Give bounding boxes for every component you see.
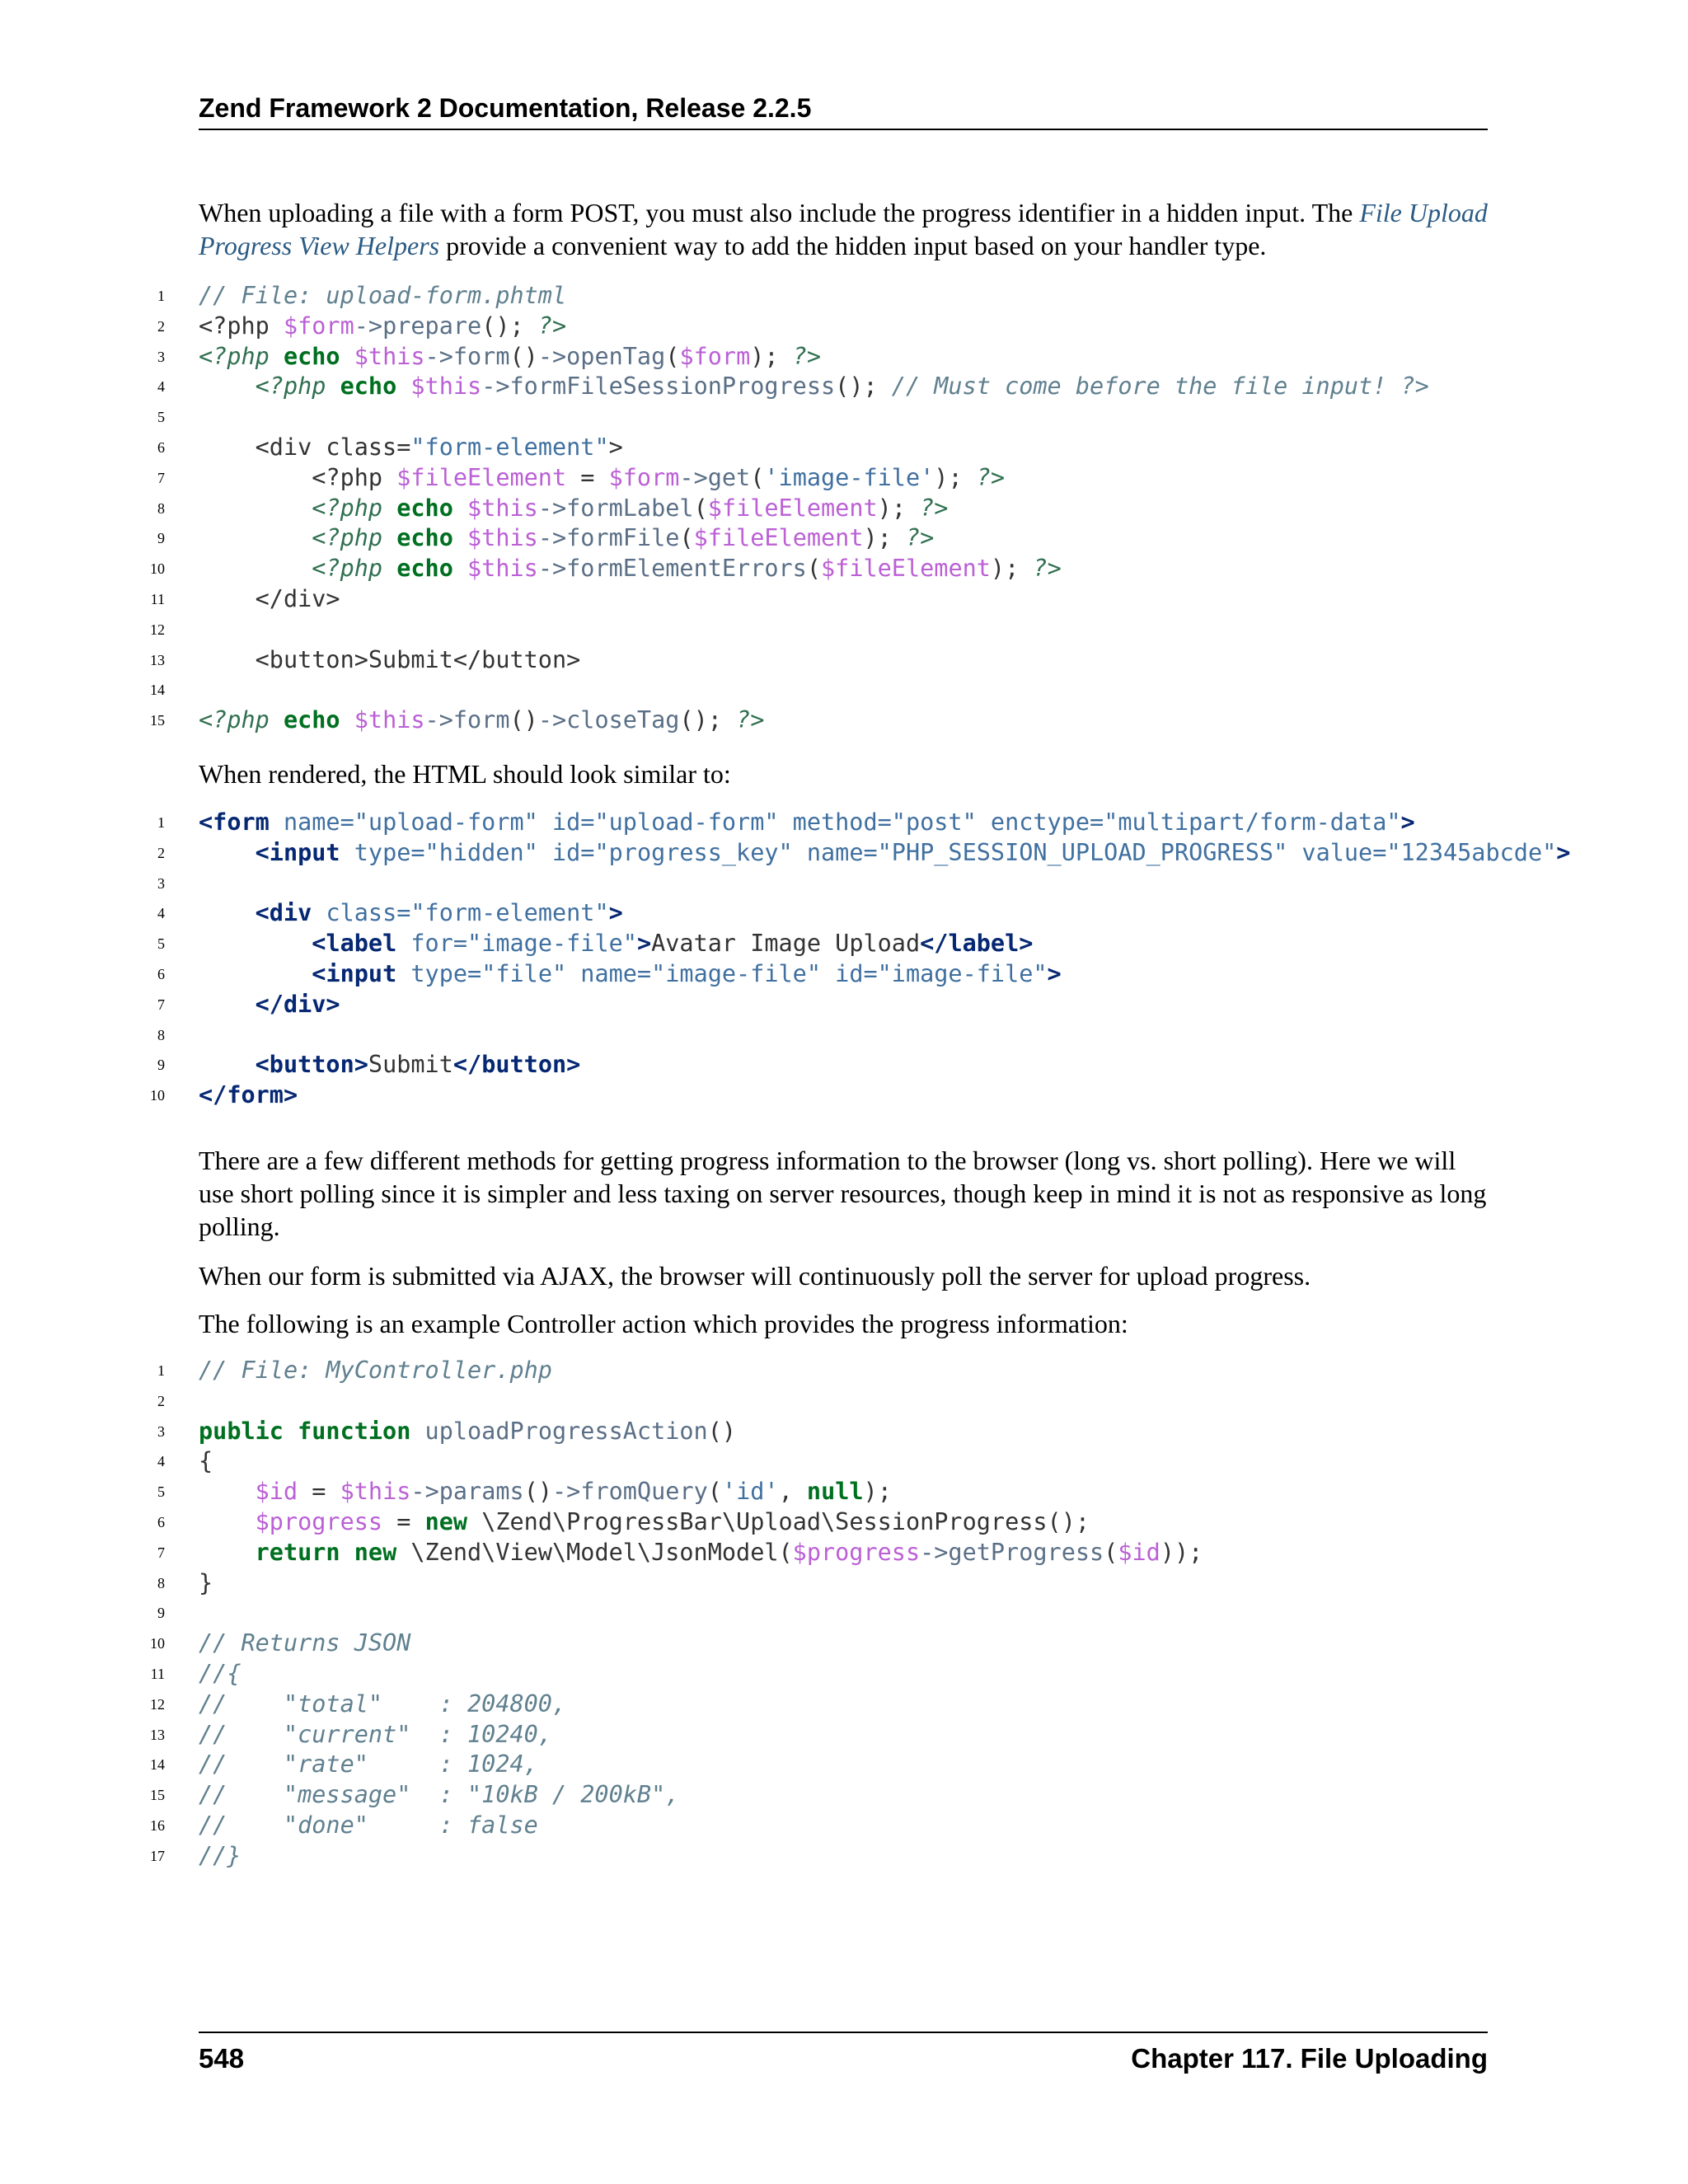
code-line [148,1446,1681,1477]
code-line [148,1568,1681,1599]
code-token: ->formElementErrors [537,555,807,583]
code-token: <label [312,930,397,958]
code-token: ?> [736,706,765,734]
code-token: <?php [199,312,284,340]
code-token: $this [467,494,538,522]
code-token: ); [863,1478,892,1506]
code-token: "file" [481,959,567,987]
code-token: ->formFileSessionProgress [481,373,836,401]
code-token: type= [396,959,482,987]
line-number: 7 [157,469,165,486]
code-token: // "message" : "10kB / 200kB", [199,1781,680,1809]
code-token: ( [707,1478,722,1506]
line-number: 11 [150,590,165,607]
code-line [148,1386,1681,1417]
code-token: ->closeTag [537,706,680,734]
code-token: $progress [792,1538,921,1566]
code-token: ( [679,524,694,552]
code-token: id= [821,959,878,987]
code-token [199,1539,256,1566]
code-line [148,281,1681,312]
code-line [148,1720,1681,1750]
code-token: <button>Submit</button> [199,645,581,673]
code-token: <?php [312,494,397,522]
code-line [148,312,1681,342]
code-block-rendered-html [148,808,1681,1111]
code-token: </form> [199,1081,298,1109]
code-token [199,524,312,551]
code-token: </label> [920,930,1034,958]
code-token: <div [255,899,312,927]
code-token: = [382,1507,425,1535]
code-token: () [509,706,538,734]
line-number: 5 [157,1483,165,1501]
running-footer [199,2032,1488,2076]
code-token: > [1400,808,1415,836]
code-token: ->prepare [354,312,482,340]
code-token: "image-file" [651,959,821,987]
code-token: 'image-file' [764,463,935,491]
code-line [148,1780,1681,1811]
line-number: 6 [157,965,165,982]
code-token: ->get [679,463,751,491]
code-line [148,372,1681,402]
code-token: "upload-form" [354,808,538,836]
line-number: 9 [157,1605,165,1622]
code-token: <form [199,808,270,836]
code-token: "form-element" [410,433,609,461]
code-token: public function [199,1417,425,1445]
code-token: ?> [792,342,822,370]
line-number: 7 [157,1544,165,1561]
code-token: ?> [976,463,1006,491]
code-token: ->openTag [537,342,666,370]
code-token: </div> [199,584,340,612]
code-block-controller-action [148,1356,1681,1872]
line-number: 3 [157,1422,165,1440]
code-token: "12345abcde" [1386,838,1557,866]
code-token: return new [255,1538,411,1566]
line-number: 17 [150,1847,165,1864]
code-token: $fileElement [693,524,864,552]
code-token: <?php [199,342,284,370]
code-token: // "rate" : 1024, [199,1750,538,1779]
code-token: $fileElement [396,463,567,491]
code-token [199,555,312,582]
code-token: ( [665,342,680,370]
line-number: 2 [157,317,165,335]
code-token: $this [354,342,425,370]
code-token: "post" [891,808,977,836]
code-token: "PHP_SESSION_UPLOAD_PROGRESS" [877,838,1288,866]
code-token: </div> [255,990,340,1018]
code-token: for= [396,930,468,958]
intro-paragraph [199,196,1488,262]
code-token: = [298,1478,340,1506]
code-token: ?> [920,494,949,522]
line-number: 8 [157,499,165,517]
code-line [148,1750,1681,1780]
code-token: "multipart/form-data" [1104,808,1401,836]
code-line [148,402,1681,433]
code-token: <?php [199,463,397,491]
code-token: "progress_key" [594,838,793,866]
code-token [199,373,256,400]
code-token: \Zend\View\Model\JsonModel( [410,1538,793,1566]
line-number: 13 [150,651,165,668]
code-token: name= [566,959,652,987]
code-token: id= [537,808,595,836]
code-line [148,929,1681,959]
code-line [148,1356,1681,1386]
code-token: <input [255,838,340,866]
code-token: $form [679,342,751,370]
code-token: ->getProgress [920,1538,1104,1566]
code-token: (); [679,706,737,734]
code-token: ?> [905,524,935,552]
code-token: <div class= [199,433,411,461]
code-token: ); [750,342,793,370]
line-number: 1 [157,814,165,831]
code-token: "form-element" [410,899,609,927]
code-line [148,584,1681,615]
code-token: $this [410,373,482,401]
code-line [148,433,1681,463]
code-line [148,615,1681,645]
code-token: ( [1104,1538,1118,1566]
code-line [148,1629,1681,1659]
code-line [148,675,1681,705]
line-number: 14 [150,1756,165,1774]
code-line [148,1080,1681,1111]
code-token: //{ [199,1659,241,1687]
line-number: 2 [157,844,165,861]
code-line [148,523,1681,554]
code-line [148,838,1681,869]
code-token: (); [835,373,892,401]
file-upload-progress-view-helpers-link[interactable]: File Upload Progress View Helpers [199,198,1488,260]
code-token: > [1556,838,1571,866]
code-token: ->formLabel [537,494,694,522]
code-token: value= [1287,838,1387,866]
code-line [148,705,1681,736]
intro-text-continued: provide a convenient way to add the hidden input based on your handler type. [439,231,1267,260]
line-number: 1 [157,288,165,304]
line-number: 6 [157,1513,165,1530]
line-number: 15 [150,1787,165,1804]
code-line [148,463,1681,494]
code-block-upload-form [148,281,1681,736]
code-token: echo [283,706,354,734]
code-token: method= [778,808,892,836]
code-token: // File: upload-form.phtml [199,282,567,309]
code-token [199,1051,256,1078]
code-token: ); [877,494,921,522]
code-line [148,898,1681,929]
line-number: 9 [157,530,165,547]
code-token: echo [396,494,468,522]
code-line [148,554,1681,584]
code-token: // Returns JSON [199,1629,411,1657]
code-token: > [608,899,623,927]
code-token: <button> [255,1051,368,1079]
code-token: \Zend\ProgressBar\Upload\SessionProgress(); [481,1507,1090,1535]
code-token: new [424,1507,482,1535]
code-token: uploadProgressAction [424,1417,708,1445]
code-token: id= [537,838,595,866]
code-token: $this [354,706,425,734]
code-line [148,869,1681,899]
code-token: $id [255,1478,298,1506]
line-number: 15 [150,712,165,729]
code-token: name= [269,808,354,836]
line-number: 10 [150,560,165,578]
line-number: 12 [150,1695,165,1713]
polling-paragraph: There are a few different methods for getting progress information to the browser (long vs. short polling). Here we will use short polling since it is simpler and less taxing on server resources, though keep in mind it is not as responsive as long polling. [199,1146,1487,1241]
line-number: 4 [157,905,165,922]
line-number: 8 [157,1574,165,1591]
code-token: ?> [1033,555,1062,583]
code-line [148,1020,1681,1051]
code-token: <input [312,959,397,987]
code-token: ); [990,555,1034,583]
code-token [199,494,312,522]
code-token: //} [199,1841,241,1869]
line-number: 2 [157,1392,165,1409]
code-token: // Must come before the file input! ?> [891,373,1429,401]
code-token: () [523,1478,553,1506]
code-line [148,1841,1681,1872]
page-number: 548 [199,2043,245,2074]
code-token: } [199,1568,213,1596]
intro-text: When uploading a file with a form POST, you must also include the progress identifier in a hidden input. The [199,198,1360,227]
line-number: 10 [150,1087,165,1104]
code-token: type= [340,838,425,866]
line-number: 6 [157,438,165,456]
code-line [148,1598,1681,1629]
code-token: echo [340,373,411,401]
code-token [199,960,312,987]
line-number: 14 [150,682,165,699]
code-token: )); [1160,1538,1203,1566]
code-token [199,1478,256,1505]
code-token: "image-file" [877,959,1048,987]
code-token: ->params [410,1478,524,1506]
code-token: "image-file" [467,930,637,958]
code-token: // "current" : 10240, [199,1720,552,1748]
line-number: 7 [157,996,165,1013]
code-token: $fileElement [707,494,878,522]
code-token: ->form [424,342,510,370]
code-line [148,1477,1681,1507]
code-line [148,1659,1681,1690]
code-token: , [778,1478,807,1506]
code-token: ); [934,463,977,491]
code-token: ( [750,463,765,491]
code-token: <?php [199,706,284,734]
code-token: ); [863,524,906,552]
code-token: $this [467,555,538,583]
code-token [199,839,256,866]
code-line [148,1417,1681,1447]
code-token: Submit [368,1051,453,1079]
code-token: $fileElement [821,555,991,583]
line-number: 3 [157,348,165,365]
code-token: name= [792,838,878,866]
code-line [148,342,1681,373]
code-token [199,991,256,1018]
line-number: 5 [157,409,165,426]
code-token: (); [481,312,538,340]
code-line [148,1538,1681,1568]
line-number: 9 [157,1057,165,1074]
code-token: ( [806,555,822,583]
code-token: Avatar Image Upload [651,930,921,958]
code-token: echo [396,555,468,583]
code-line [148,1811,1681,1841]
line-number: 11 [150,1665,165,1682]
line-number: 5 [157,935,165,953]
code-token: ->form [424,706,510,734]
code-line [148,645,1681,676]
code-line [148,1050,1681,1080]
code-token: class= [312,899,411,927]
code-line [148,1690,1681,1720]
code-token: $this [340,1478,411,1506]
following-paragraph: The following is an example Controller action which provides the progress information: [199,1309,1128,1338]
code-token: null [806,1478,864,1506]
code-token: { [199,1447,213,1475]
code-token: "upload-form" [594,808,779,836]
code-token: "hidden" [424,838,538,866]
code-line [148,959,1681,990]
code-token: > [608,433,623,461]
code-token [199,899,256,926]
line-number: 4 [157,1453,165,1470]
code-token: echo [396,524,468,552]
code-token: </button> [452,1051,581,1079]
code-token: <?php [255,373,340,401]
rendered-intro-paragraph: When rendered, the HTML should look similar to: [199,759,731,789]
line-number: 16 [150,1816,165,1834]
line-number: 13 [150,1726,165,1743]
code-token: = [566,463,609,491]
code-token: enctype= [976,808,1104,836]
code-line [148,1507,1681,1538]
code-token: () [707,1417,737,1445]
code-token: $form [608,463,680,491]
line-number: 3 [157,874,165,892]
line-number: 4 [157,378,165,396]
code-token [199,1508,256,1535]
code-line [148,494,1681,524]
code-token: > [1047,959,1062,987]
code-token: ->fromQuery [552,1478,708,1506]
code-token: <?php [312,555,397,583]
running-header: Zend Framework 2 Documentation, Release 2.2.5 [199,91,1488,130]
code-token: $id [1118,1538,1160,1566]
code-line [148,808,1681,838]
code-token: > [636,930,652,958]
code-token: $this [467,524,538,552]
ajax-paragraph: When our form is submitted via AJAX, the browser will continuously poll the server for upload progress. [199,1261,1311,1291]
line-number: 1 [157,1362,165,1379]
code-token: // File: MyController.php [199,1357,552,1384]
code-line [148,990,1681,1020]
code-token: $form [283,312,354,340]
code-token: <?php [312,524,397,552]
code-token [199,930,312,957]
code-token: echo [283,342,354,370]
code-token: // "done" : false [199,1811,538,1839]
code-token: $progress [255,1507,383,1535]
line-number: 12 [150,621,165,638]
chapter-title: Chapter 117. File Uploading [1131,2043,1488,2074]
code-token: // "total" : 204800, [199,1690,567,1718]
line-number: 8 [157,1026,165,1043]
code-token: () [509,342,538,370]
code-token: 'id' [721,1478,779,1506]
code-token: ->formFile [537,524,680,552]
line-number: 10 [150,1635,165,1652]
code-token: ( [693,494,708,522]
code-token: ?> [537,312,567,340]
